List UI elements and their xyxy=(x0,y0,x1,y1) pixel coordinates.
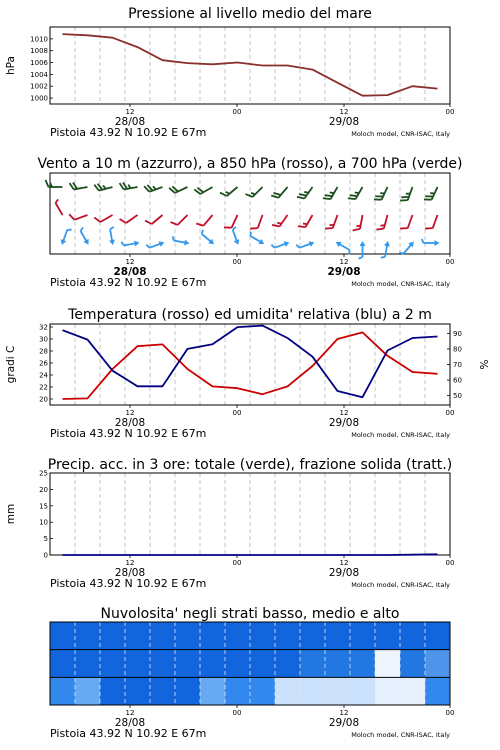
wind-barb xyxy=(77,227,92,246)
date-label: 28/08 xyxy=(113,266,147,278)
wind-barb xyxy=(169,181,187,195)
x-tick-label: 00 xyxy=(445,108,455,116)
barb-head xyxy=(435,240,440,246)
x-tick-label: 00 xyxy=(445,409,455,417)
wind-barb xyxy=(250,213,262,231)
barb-head xyxy=(234,239,241,246)
cloud-cell xyxy=(75,622,100,650)
wind-barb xyxy=(199,230,217,247)
wind-barb xyxy=(376,213,387,231)
cloud-cell xyxy=(325,622,350,650)
wind-barb xyxy=(353,214,363,232)
plot-frame xyxy=(50,324,450,405)
barb-half xyxy=(172,236,174,240)
barb-staff xyxy=(384,215,388,229)
cloud-cell xyxy=(425,622,450,650)
x-tick-label: 00 xyxy=(445,559,455,567)
wind-barb xyxy=(297,183,312,201)
x-tick-label: 00 xyxy=(232,258,242,266)
date-label: 28/08 xyxy=(114,116,146,128)
barb-staff xyxy=(126,215,137,223)
barb-head xyxy=(309,239,316,246)
cloud-cell xyxy=(125,677,150,705)
y-right-axis-label: % xyxy=(479,359,491,370)
barb-half xyxy=(80,227,84,230)
date-label: 28/08 xyxy=(114,417,146,429)
barb-staff xyxy=(408,215,413,228)
x-tick-label: 12 xyxy=(125,709,135,717)
station-label: Pistoia 43.92 N 10.92 E 67m xyxy=(50,427,207,440)
cloud-cell xyxy=(325,677,350,705)
cloud-cell xyxy=(300,677,325,705)
cloud-cell xyxy=(125,650,150,678)
wind-barb xyxy=(296,239,315,252)
barb-half xyxy=(296,244,299,248)
barb-half xyxy=(249,232,252,236)
wind-barb xyxy=(400,213,412,231)
cloud-cell xyxy=(400,650,425,678)
cloud-cell xyxy=(250,650,275,678)
cloud-cell xyxy=(150,622,175,650)
barb-staff xyxy=(360,215,362,229)
cloud-cell xyxy=(375,650,400,678)
x-tick-label: 12 xyxy=(339,709,349,717)
wind-barb xyxy=(196,211,212,229)
y-tick-label: 1004 xyxy=(30,70,48,79)
barb-flag xyxy=(400,226,408,231)
barb-half xyxy=(271,244,274,248)
y-tick-label: 1010 xyxy=(30,35,48,44)
x-tick-label: 00 xyxy=(445,258,455,266)
barb-staff xyxy=(178,215,188,225)
y-right-tick-label: 70 xyxy=(453,361,462,369)
x-tick-label: 12 xyxy=(125,258,135,266)
barb-head xyxy=(159,239,166,246)
cloud-cell xyxy=(200,677,225,705)
wind-barb xyxy=(422,239,440,246)
barb-half xyxy=(146,244,149,248)
cloud-cell xyxy=(275,650,300,678)
wind-barb xyxy=(172,236,191,246)
wind-barb xyxy=(69,208,87,220)
wind-barb xyxy=(271,183,287,201)
barb-flag xyxy=(425,226,433,231)
wind-barb xyxy=(400,185,412,203)
wind-barb xyxy=(194,181,212,196)
date-label: 29/08 xyxy=(327,266,361,278)
barb-half xyxy=(422,239,424,243)
cloud-cell xyxy=(325,650,350,678)
wind-barb xyxy=(359,241,366,259)
x-tick-label: 12 xyxy=(125,108,135,116)
plot-frame xyxy=(50,173,450,254)
panel-2 xyxy=(37,156,462,289)
y-tick-label: 1006 xyxy=(30,59,48,68)
wind-barb xyxy=(59,227,72,246)
model-credit: Moloch model, CNR-ISAC, Italy xyxy=(351,280,450,288)
wind-barb xyxy=(120,180,138,190)
cloud-cell xyxy=(200,622,225,650)
y-tick-label: 5 xyxy=(43,535,48,544)
wind-barb xyxy=(144,180,162,192)
barb-staff xyxy=(152,215,163,224)
cloud-cell xyxy=(250,622,275,650)
y-tick-label: 1008 xyxy=(30,47,48,56)
wind-barb xyxy=(55,199,66,215)
x-tick-label: 00 xyxy=(232,108,242,116)
date-label: 28/08 xyxy=(114,717,146,729)
plot-frame xyxy=(50,473,450,555)
date-label: 29/08 xyxy=(328,717,360,729)
barb-flag xyxy=(94,216,100,224)
cloud-cell xyxy=(100,677,125,705)
x-tick-label: 12 xyxy=(125,409,135,417)
barb-staff xyxy=(433,215,438,228)
barb-flag xyxy=(353,228,360,232)
barb-head xyxy=(258,239,265,247)
cloud-cell xyxy=(100,650,125,678)
y-tick-label: 26 xyxy=(39,359,48,368)
barb-head xyxy=(134,240,140,247)
y-tick-label: 24 xyxy=(39,371,48,380)
barb-head xyxy=(384,241,391,247)
barb-flag xyxy=(145,219,152,226)
x-tick-label: 12 xyxy=(339,108,349,116)
barb-flag xyxy=(46,180,49,187)
barb-half xyxy=(232,227,236,230)
x-tick-label: 12 xyxy=(339,559,349,567)
wind-barb xyxy=(381,240,391,259)
x-tick-label: 00 xyxy=(232,709,242,717)
y-right-tick-label: 90 xyxy=(453,329,462,338)
y-tick-label: 15 xyxy=(39,502,48,511)
cloud-cell xyxy=(50,622,75,650)
panel-title: Pressione al livello medio del mare xyxy=(128,6,372,22)
cloud-cell xyxy=(200,650,225,678)
barb-half xyxy=(67,228,71,231)
barb-half xyxy=(381,256,385,258)
cloud-cell xyxy=(275,677,300,705)
cloud-cell xyxy=(400,622,425,650)
barb-half xyxy=(200,230,204,234)
cloud-cell xyxy=(175,650,200,678)
cloud-cell xyxy=(225,677,250,705)
station-label: Pistoia 43.92 N 10.92 E 67m xyxy=(50,727,207,740)
barb-staff xyxy=(258,215,263,228)
barb-head xyxy=(184,240,190,247)
model-credit: Moloch model, CNR-ISAC, Italy xyxy=(351,130,450,138)
cloud-cell xyxy=(125,622,150,650)
barb-half xyxy=(251,192,255,196)
y-tick-label: 10 xyxy=(39,518,48,527)
barb-half xyxy=(55,199,59,202)
barb-staff xyxy=(74,215,87,220)
barb-head xyxy=(284,239,291,246)
y-axis-label: hPa xyxy=(5,56,17,75)
barb-staff xyxy=(56,203,63,215)
y-tick-label: 0 xyxy=(43,551,48,560)
y-tick-label: 1000 xyxy=(30,94,48,103)
y-tick-label: 28 xyxy=(39,347,48,356)
y-tick-label: 32 xyxy=(39,323,48,332)
cloud-cell xyxy=(75,677,100,705)
cloud-cell xyxy=(350,622,375,650)
y-axis-label: mm xyxy=(5,503,17,525)
cloud-cell xyxy=(100,622,125,650)
wind-barb xyxy=(220,182,238,198)
wind-barb xyxy=(298,212,313,230)
y-tick-label: 30 xyxy=(39,335,48,344)
cloud-cell xyxy=(150,677,175,705)
barb-head xyxy=(83,239,91,246)
cloud-cell xyxy=(350,677,375,705)
barb-head xyxy=(360,241,366,246)
date-label: 29/08 xyxy=(328,417,360,429)
x-tick-label: 12 xyxy=(125,559,135,567)
y-tick-label: 20 xyxy=(39,395,48,404)
panel-title: Temperatura (rosso) ed umidita' relativa (blu) a 2 m xyxy=(68,307,432,323)
panel-1 xyxy=(5,6,454,139)
barb-staff xyxy=(333,215,338,228)
panel-4 xyxy=(5,457,454,590)
wind-barb xyxy=(120,209,138,224)
barb-staff xyxy=(279,187,288,198)
y-axis-label: gradi C xyxy=(5,345,17,384)
cloud-cell xyxy=(425,650,450,678)
wind-barb xyxy=(323,184,338,202)
wind-barb xyxy=(325,213,337,231)
cloud-cell xyxy=(225,622,250,650)
cloud-cell xyxy=(175,677,200,705)
cloud-cell xyxy=(50,677,75,705)
wind-barb xyxy=(229,227,242,246)
x-tick-label: 12 xyxy=(339,409,349,417)
y-right-tick-label: 60 xyxy=(453,376,462,385)
x-tick-label: 00 xyxy=(232,559,242,567)
barb-flag xyxy=(400,198,408,203)
y-tick-label: 1002 xyxy=(30,82,48,91)
panel-title: Precip. acc. in 3 ore: totale (verde), frazione solida (tratt.) xyxy=(47,457,453,473)
wind-barb xyxy=(171,210,188,227)
barb-staff xyxy=(227,187,238,196)
wind-barb xyxy=(146,239,165,252)
barb-half xyxy=(121,241,123,245)
barb-staff xyxy=(100,215,112,222)
model-credit: Moloch model, CNR-ISAC, Italy xyxy=(351,731,450,739)
barb-head xyxy=(109,240,116,246)
series-line xyxy=(63,554,438,555)
wind-barb xyxy=(374,184,388,202)
barb-head xyxy=(59,239,66,246)
barb-flag xyxy=(325,226,333,231)
x-tick-label: 12 xyxy=(339,258,349,266)
cloud-cell xyxy=(225,650,250,678)
wind-barb xyxy=(107,227,117,246)
wind-barb xyxy=(425,213,437,231)
cloud-cell xyxy=(50,650,75,678)
cloud-cell xyxy=(400,677,425,705)
x-tick-label: 00 xyxy=(445,709,455,717)
panel-title: Vento a 10 m (azzurro), a 850 hPa (rosso), a 700 hPa (verde) xyxy=(37,156,463,172)
cloud-cell xyxy=(375,622,400,650)
barb-staff xyxy=(232,215,238,228)
barb-flag xyxy=(171,220,178,227)
panel-5 xyxy=(50,606,454,740)
wind-barb xyxy=(272,211,287,229)
model-credit: Moloch model, CNR-ISAC, Italy xyxy=(351,581,450,589)
wind-barb xyxy=(271,239,290,252)
y-tick-label: 22 xyxy=(39,383,48,392)
barb-staff xyxy=(279,215,287,226)
barb-staff xyxy=(253,187,263,197)
panel-3 xyxy=(5,307,491,440)
y-tick-label: 20 xyxy=(39,485,48,494)
barb-head xyxy=(334,239,341,247)
date-label: 29/08 xyxy=(328,567,360,579)
wind-barb xyxy=(46,180,63,187)
cloud-cell xyxy=(350,650,375,678)
wind-barb xyxy=(121,239,140,249)
wind-barb xyxy=(94,180,112,191)
wind-barb xyxy=(348,184,363,202)
station-label: Pistoia 43.92 N 10.92 E 67m xyxy=(50,577,207,590)
cloud-cell xyxy=(150,650,175,678)
wind-barb xyxy=(424,184,438,202)
barb-half xyxy=(359,257,363,259)
date-label: 28/08 xyxy=(114,567,146,579)
barb-flag xyxy=(376,227,384,232)
station-label: Pistoia 43.92 N 10.92 E 67m xyxy=(50,126,207,139)
x-tick-label: 00 xyxy=(232,409,242,417)
cloud-cell xyxy=(375,677,400,705)
cloud-cell xyxy=(300,650,325,678)
cloud-cell xyxy=(275,622,300,650)
cloud-cell xyxy=(425,677,450,705)
y-right-tick-label: 50 xyxy=(453,392,462,401)
cloud-cell xyxy=(175,622,200,650)
barb-flag xyxy=(250,226,258,231)
wind-barb xyxy=(94,209,112,224)
cloud-cell xyxy=(300,622,325,650)
barb-half xyxy=(110,227,114,229)
wind-barb xyxy=(145,210,163,226)
wind-barb xyxy=(246,182,263,199)
barb-flag xyxy=(69,213,74,221)
date-label: 29/08 xyxy=(328,116,360,128)
cloud-cell xyxy=(75,650,100,678)
y-right-tick-label: 80 xyxy=(453,345,462,354)
y-tick-label: 25 xyxy=(39,469,48,478)
station-label: Pistoia 43.92 N 10.92 E 67m xyxy=(50,276,207,289)
model-credit: Moloch model, CNR-ISAC, Italy xyxy=(351,431,450,439)
barb-staff xyxy=(306,215,313,227)
cloud-cell xyxy=(250,677,275,705)
wind-barb xyxy=(70,180,88,190)
barb-staff xyxy=(204,215,213,226)
panel-title: Nuvolosita' negli strati basso, medio e alto xyxy=(100,606,400,622)
